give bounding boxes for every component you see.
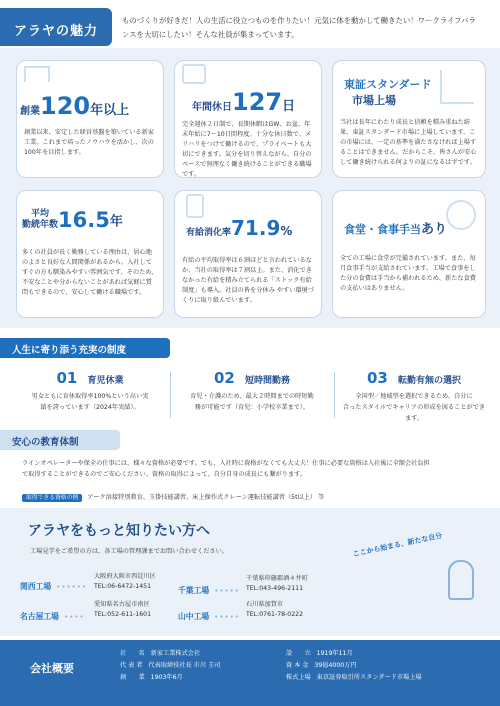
contact-note: 工場見学をご希望の方は、各工場の管理課までお問い合わせください。 <box>30 548 228 555</box>
founding-text: 創業以来、安定した経営基盤を築いている新家工業。これまで培ったノウハウを活かし、次の100年を目指します。 <box>24 129 154 156</box>
office-kansai: 関西工場 •••••• <box>20 582 88 591</box>
listing-text: 当社は長年にわたり成長と信頼を積み重ねた結果、東証スタンダード市場に上場しています。この市場には、一定の基準を満たさなければ上場することはできません。だからこそ、皆さんが安心して働き続けられる何よりの証になるはずです。 <box>340 119 477 166</box>
paid-leave-stat: 有給消化率71.9% <box>186 216 293 240</box>
paid-leave-text: 有給の平均取得率は６割ほどと言われているなか、当社の取得率は７割以上。また、消化できなかった有給を積み立てられる「ストック有給制度」も導入。社員の皆を分休み やすい環境づくりに取り組んでいます。 <box>182 257 314 304</box>
company-title: 会社概要 <box>30 662 74 675</box>
office-chiba: 千葉工場 ••••• <box>178 586 240 595</box>
system-item-childcare: 01 育児休業 男女ともに育休取得率100%という高い実 績を誇っています（2024年実績）。 <box>31 369 149 411</box>
tenure-text: 多くの社員が長く勤務している理由は、居心地のよさと良好な人間関係があるから。入社してすぐの方も馴染みやすい雰囲気です。そのため、不安なことや分からないことがあれば気軽に質問もできるので、安心して働ける職場です。 <box>22 249 158 296</box>
divider <box>170 372 171 418</box>
luggage-icon <box>186 194 204 218</box>
dots: •••••• <box>56 583 88 591</box>
contact-title: アラヤをもっと知りたい方へ <box>28 523 210 539</box>
education-heading: 安心の教育体制 <box>0 430 120 450</box>
slogan: ここから始まる、新たな自分 <box>352 531 443 559</box>
company-overview-section <box>0 640 500 706</box>
office-nagoya: 名古屋工場 •••• <box>20 612 85 621</box>
office-nagoya-detail: 愛知県名古屋市南区 TEL:052-611-1601 <box>94 601 152 618</box>
calendar-icon <box>182 64 206 84</box>
company-info-left: 社 名 新家工業株式会社 代 表 者 代表取締役社長 市川 圭司 創 業 1903年6月 <box>120 650 221 681</box>
chart-up-icon <box>440 70 474 104</box>
holidays-stat: 年間休日127日 <box>192 88 296 116</box>
company-info-right: 設 立 1919年11月 資 本 金 39億4000万円 株式上場 東京証券取引所スタンダード市場上場 <box>286 650 422 681</box>
holidays-text: 完全週休２日制で、長期休暇はGW、お盆、年末年始に7〜10日間程度。十分な休日数で、メリハリをつけて働けるので、プライベートも大切にできます。気分を切り替えながら、自分のペースで無理なく働き続けることができる職場です。 <box>182 121 312 178</box>
system-item-short-hours: 02 短時間勤務 育児・介護のため、最大２時間までの時短勤 務が可能です（育児：小学校卒業まで）。 <box>190 369 314 411</box>
building-icon <box>24 66 50 82</box>
office-chiba-detail: 千葉県印旛郡酒々井町 TEL:043-496-2111 <box>246 575 308 592</box>
office-yamanaka: 山中工場 ••••• <box>178 612 240 621</box>
education-examples: 取得できる資格の例 アーク溶接特別教育、玉掛技能講習、床上操作式クレーン運転技能講習（5t以上） 等 <box>22 484 492 503</box>
dots: ••••• <box>214 587 240 595</box>
office-yamanaka-detail: 石川県加賀市 TEL:0761-78-0222 <box>246 601 304 618</box>
dots: •••• <box>64 613 85 621</box>
system-item-transfer: 03 転勤有無の選択 全国型／地域型を選択できるため、自分に 合ったスタイルでキャリアの形成を図ることができます。 <box>342 369 486 422</box>
examples-tag: 取得できる資格の例 <box>22 494 82 502</box>
dots: ••••• <box>214 613 240 621</box>
founding-stat: 創業120年以上 <box>20 92 130 120</box>
tenure-stat: 平均 勤続年数16.5年 <box>22 208 123 232</box>
cutlery-icon <box>446 200 476 230</box>
listing-title-2: 市場上場 <box>352 94 396 107</box>
person-icon <box>448 560 474 600</box>
education-text: ラインオペレーターや保全の仕事には、様々な資格が必要です。でも、入社時に資格がなくても大丈夫！仕事に必要な資格は入社後に全額会社負担 で取得することができるのでご安心ください。資格の取得によって、自分自身の成長にも繋がります。 <box>22 460 430 478</box>
meals-text: 全ての工場に食堂が完備されています。また、毎月食事手当が支給されています。工場で食事をした分の食費は手当から補われるため、新たな食費の支払いはありません。 <box>340 255 476 292</box>
listing-title-1: 東証スタンダード <box>344 78 432 91</box>
system-heading: 人生に寄り添う充実の制度 <box>0 338 170 358</box>
divider <box>334 372 335 418</box>
page-title: アラヤの魅力 <box>14 24 99 39</box>
meals-title: 食堂・食事手当あり <box>344 222 448 237</box>
intro-text: ものづくりが好きだ！人の生活に役立つものを作りたい！元気に体を動かして働きたい！ワークライフバランスを大切にしたい！そんな社員が集まっています。 <box>122 16 476 39</box>
office-kansai-detail: 大阪府大阪市西淀川区 TEL:06-6472-1451 <box>94 573 156 590</box>
